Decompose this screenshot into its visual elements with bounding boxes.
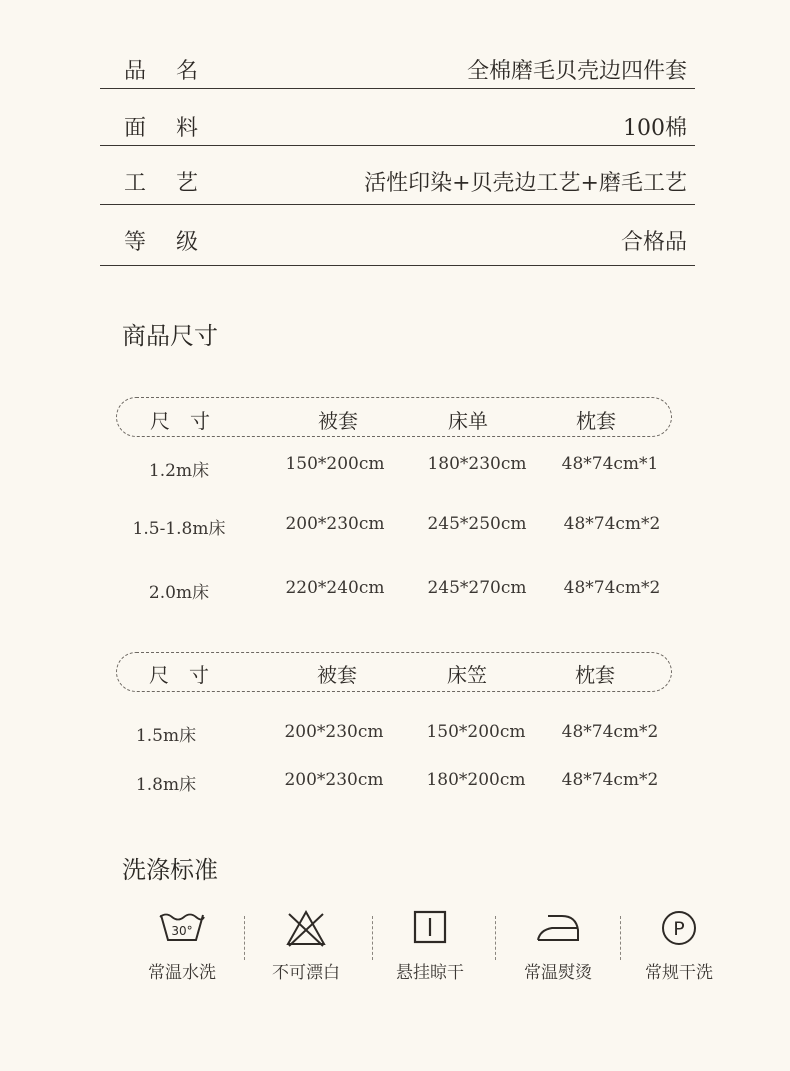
table-row-cell: 1.5-1.8m床: [132, 519, 226, 539]
table-row-cell: 48*74cm*2: [563, 514, 661, 534]
table-row-cell: 200*230cm: [284, 722, 384, 742]
table-row-cell: 180*230cm: [427, 454, 527, 474]
table-row-cell: 245*270cm: [427, 578, 527, 598]
table-row-cell: 1.5m床: [135, 726, 197, 746]
wash-temp-text: 30°: [171, 924, 193, 938]
spec-value: 全棉磨毛贝壳边四件套: [466, 59, 687, 84]
table1-header-duvet: 被套: [318, 409, 358, 433]
size-section-title: 商品尺寸: [122, 322, 218, 350]
table-row-cell: 180*200cm: [426, 770, 526, 790]
care-item-hang-dry: [370, 906, 490, 983]
table-row-cell: 1.8m床: [135, 775, 197, 795]
table2-header-duvet: 被套: [317, 663, 357, 687]
table-row-cell: 220*240cm: [285, 578, 385, 598]
spec-row-grade: 等 级 合格品: [100, 205, 695, 266]
wash-section-title: 洗涤标准: [122, 856, 218, 884]
table-row-cell: 200*230cm: [285, 514, 385, 534]
table2-header-size: 尺 寸: [149, 663, 209, 687]
dry-clean-letter: P: [673, 918, 685, 940]
spec-row-fabric: 面 料 100棉: [100, 89, 695, 146]
no-bleach-icon: [280, 906, 332, 950]
divider: [495, 916, 496, 960]
table-row-cell: 150*200cm: [285, 454, 385, 474]
table-row-cell: 48*74cm*2: [563, 578, 661, 598]
table2-header-pillowcase: 枕套: [575, 663, 615, 687]
care-item-no-bleach: [246, 906, 366, 983]
table1-header-sheet: 床单: [448, 409, 488, 433]
hang-dry-icon: [404, 906, 456, 950]
care-label: 常温水洗: [148, 963, 216, 983]
care-item-iron: [498, 906, 618, 983]
table1-header-size: 尺 寸: [150, 409, 210, 433]
table-row-cell: 2.0m床: [148, 583, 210, 603]
care-label: 常温熨烫: [524, 963, 592, 983]
spec-value: 活性印染+贝壳边工艺+磨毛工艺: [364, 171, 687, 196]
spec-row-craft: 工 艺 活性印染+贝壳边工艺+磨毛工艺: [100, 146, 695, 205]
table-row-cell: 48*74cm*2: [561, 722, 659, 742]
table-row-cell: 245*250cm: [427, 514, 527, 534]
wash-30-icon: [156, 906, 208, 950]
table2-header-fitted-sheet: 床笠: [447, 663, 487, 687]
table-row-cell: 48*74cm*2: [561, 770, 659, 790]
care-label: 不可漂白: [272, 963, 340, 983]
dry-clean-p-icon: [653, 906, 705, 950]
care-label: 悬挂晾干: [396, 963, 464, 983]
table-row-cell: 200*230cm: [284, 770, 384, 790]
spec-value: 合格品: [620, 230, 687, 255]
table-row-cell: 48*74cm*1: [561, 454, 659, 474]
spec-row-name: 品 名 全棉磨毛贝壳边四件套: [100, 48, 695, 89]
iron-icon: [532, 906, 584, 950]
care-item-wash: [122, 906, 242, 983]
care-item-dry-clean: [619, 906, 739, 983]
divider: [244, 916, 245, 960]
table-row-cell: 150*200cm: [426, 722, 526, 742]
table1-header-pillowcase: 枕套: [576, 409, 616, 433]
table-row-cell: 1.2m床: [148, 461, 210, 481]
spec-value: 100棉: [623, 116, 687, 141]
care-label: 常规干洗: [645, 963, 713, 983]
